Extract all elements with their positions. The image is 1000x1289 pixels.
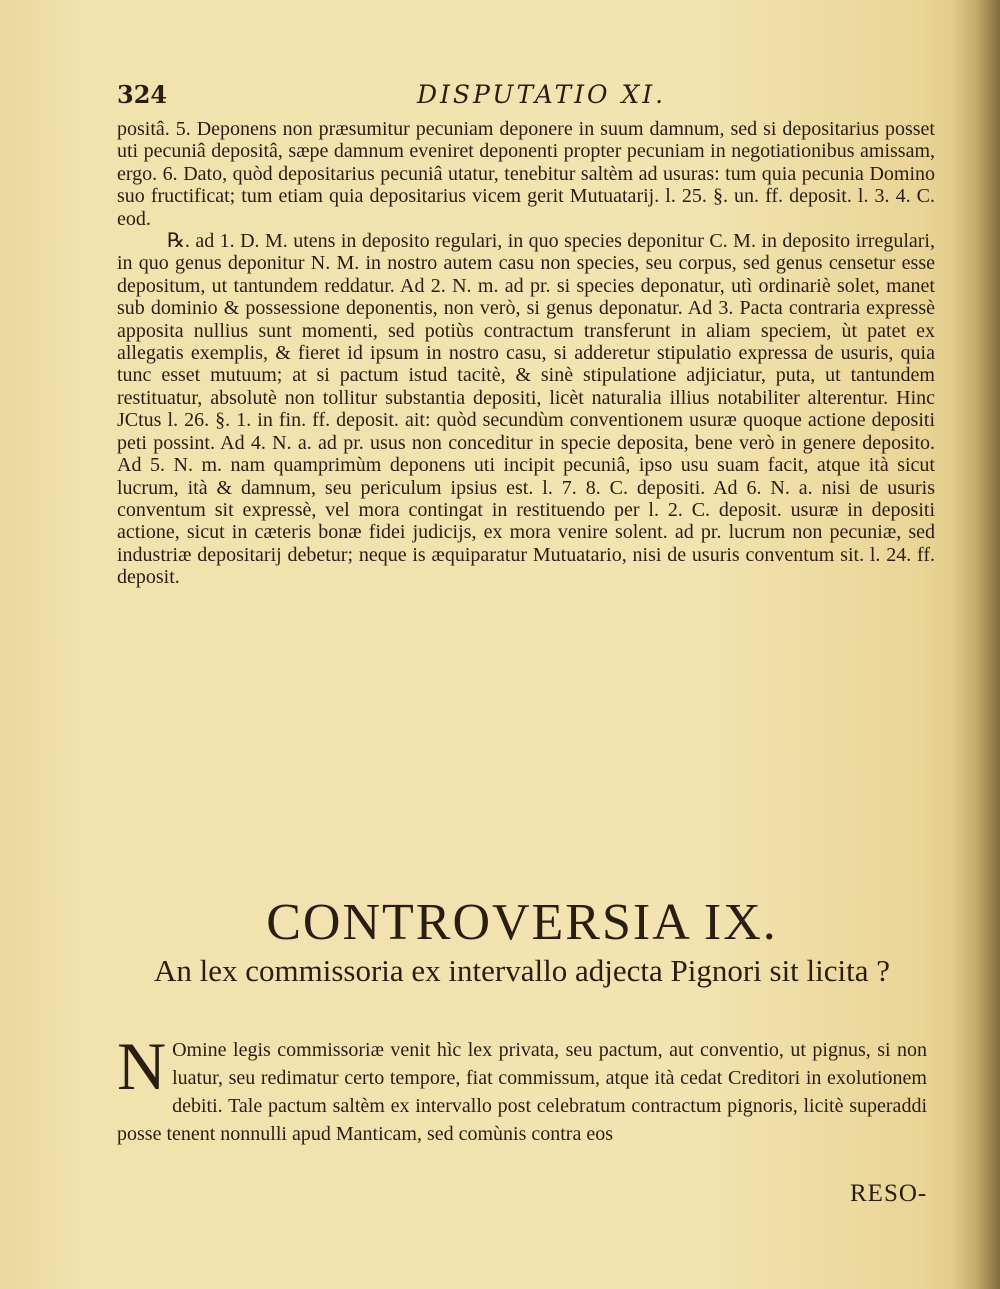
drop-cap: N <box>117 1028 167 1104</box>
section-heading: CONTROVERSIA IX. <box>266 894 778 951</box>
running-title: DISPUTATIO XI. <box>417 80 667 109</box>
paragraph-response: ℞. ad 1. D. M. utens in deposito regulari, in quo species deponitur C. M. in deposito irregulari, in quo genus deponitur N. M. in nostro autem casu non species, seu corpus, sed genus censetur esse depositum, ut tantundem reddatur. Ad 2. N. m. ad pr. si species deponatur, utì ordinariè solet, manet sub dominio & possessione deponentis, non verò, si genus deponatur. Ad 3. Pacta contraria expressè apposita nullius sunt momenti, sed potiùs contractum transferunt in aliam speciem, ùt patet ex allegatis exemplis, & fieret id ipsum in nostro casu, si adderetur stipulatio expressa de usuris, quia tunc esset mutuum; at si pactum istud tacitè, & sinè stipulatione adjiciatur, puta, ut tantundem restituatur, absolutè non tollitur substantia depositi, licèt naturalia illius notabiliter alterentur. Hinc JCtus l. 26. §. 1. in fin. ff. deposit. ait: quòd secundùm conventionem usuræ quoque actione depositi peti possint. Ad 4. N. a. ad pr. usus non conceditur in specie deposita, bene verò in genere deposito. Ad 5. N. m. nam quamprimùm deponens uti incipit pecuniâ, ipso usu suam facit, atque ità sicut lucrum, ità & damnum, seu periculum ipsius est. l. 7. 8. C. depositi. Ad 6. N. a. nisi de usuris conventum sit expressè, vel mora contingat in restituendo per l. 2. C. deposit. usuræ in depositi actione, sicut in cæteris bonæ fidei judicijs, ex mora venire solent. ad pr. lucrum non pecuniæ, sed industriæ depositarij debetur; neque is æquiparatur Mutuatario, nisi de usuris conventum sit. l. 24. ff. deposit. <box>117 230 935 589</box>
section-opening-text <box>117 1028 927 1148</box>
section-text: Omine legis commissoriæ venit hìc lex privata, seu pactum, aut conventio, ut pignus, si non luatur, seu redimatur certo tempore, fiat commissum, atque ità cedat Creditori in exolutionem debiti. Tale pactum saltèm ex intervallo post celebratum contractum pignoris, licitè superaddi posse tenent nonnulli apud Manticam, sed comùnis contra eos <box>117 1039 927 1145</box>
page-gutter-shadow <box>952 0 1000 1289</box>
page-number: 324 <box>117 80 168 109</box>
main-text <box>117 118 935 589</box>
paragraph-argument: positâ. 5. Deponens non præsumitur pecuniam deponere in suum damnum, sed si depositarius posset uti pecuniâ depositâ, sæpe damnum eveniret deponenti propter pecuniam in negotiationibus amissam, ergo. 6. Dato, quòd depositarius pecuniâ utatur, tenebitur saltèm ad usuras: tum quia pecunia Domino suo fructificat; tum etiam quia depositarius vicem gerit Mutuatarij. l. 25. §. un. ff. deposit. l. 3. 4. C. eod. <box>117 118 935 230</box>
page-header <box>117 80 907 120</box>
section-question: An lex commissoria ex intervallo adjecta Pignori sit licita ? <box>153 953 891 988</box>
catchword: RESO- <box>850 1180 928 1207</box>
